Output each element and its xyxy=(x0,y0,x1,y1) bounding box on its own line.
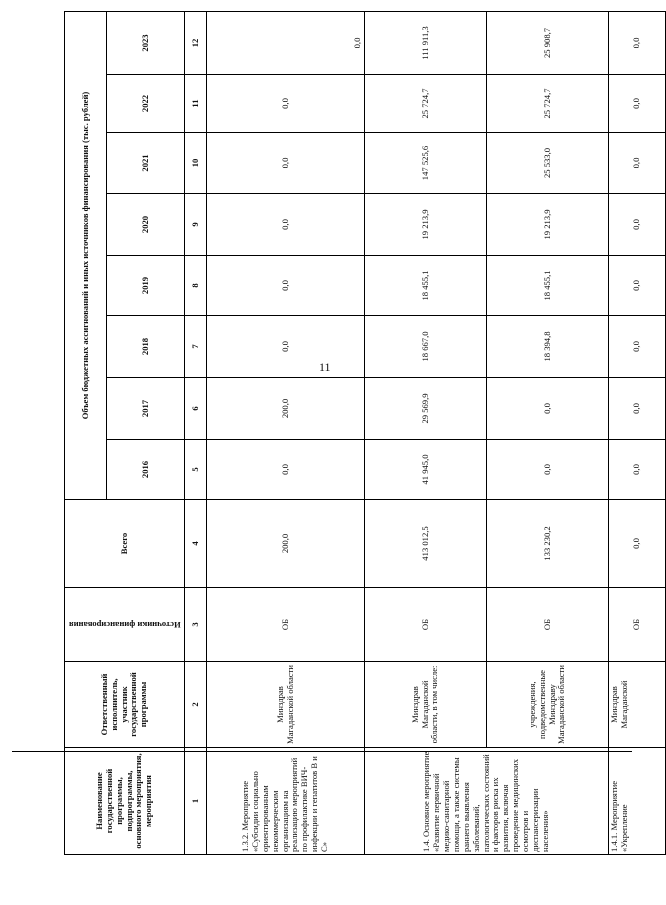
table-row xyxy=(207,11,365,854)
value-part: 19 213,9 xyxy=(419,209,430,240)
column-number: 6 xyxy=(185,378,207,440)
value-cell: 0,0 xyxy=(207,133,365,194)
source-part: ОБ xyxy=(486,588,608,661)
executor-part: Минздрав Магаданской области, в том числе: xyxy=(409,665,440,744)
table-row xyxy=(609,11,666,854)
value-part: 41 945,0 xyxy=(419,454,430,485)
header-year: 2022 xyxy=(107,75,185,133)
value-subcell xyxy=(365,440,609,500)
source-cell: ОБ xyxy=(609,588,666,662)
column-number: 12 xyxy=(185,11,207,74)
executor-part: учреждения, подведомственные Минздраву Магаданской области xyxy=(486,662,608,747)
value-cell: 0,0 xyxy=(609,316,666,378)
header-row-1 xyxy=(65,11,107,854)
value-part: 0,0 xyxy=(486,378,608,439)
value-cell: 0,0 xyxy=(609,440,666,500)
value-subcell xyxy=(365,194,609,256)
value-part: 25 724,7 xyxy=(486,75,608,132)
value-part: 18 394,8 xyxy=(486,316,608,377)
value-part: 29 569,9 xyxy=(419,393,430,424)
value-cell: 200,0 xyxy=(207,378,365,440)
column-number: 1 xyxy=(185,748,207,855)
value-cell: 0,0 xyxy=(609,11,666,74)
column-number: 7 xyxy=(185,316,207,378)
value-subcell xyxy=(365,75,609,133)
column-number: 4 xyxy=(185,500,207,588)
source-cell: ОБ xyxy=(207,588,365,662)
value-part: 25 908,7 xyxy=(486,12,608,74)
executor-cell: Минздрав Магаданской области xyxy=(207,662,365,748)
executor-cell: Минздрав Магаданской xyxy=(609,662,666,748)
value-part: 18 667,0 xyxy=(419,331,430,362)
value-cell: 0,0 xyxy=(207,316,365,378)
value-cell: 0,0 xyxy=(207,256,365,316)
value-part: 147 525,6 xyxy=(419,145,430,181)
value-part: 0,0 xyxy=(486,440,608,499)
header-year: 2023 xyxy=(107,11,185,74)
total-part: 413 012,5 xyxy=(419,526,430,561)
source-part: ОБ xyxy=(419,618,430,631)
budget-table xyxy=(64,11,666,855)
column-number: 9 xyxy=(185,194,207,256)
column-number: 5 xyxy=(185,440,207,500)
page-number: 11 xyxy=(319,360,331,374)
header-year: 2017 xyxy=(107,378,185,440)
value-cell: 0,0 xyxy=(207,75,365,133)
value-subcell xyxy=(365,133,609,194)
header-name: Наименование государственной программы, подпрограммы, основного мероприятия, мероприятия xyxy=(65,748,185,855)
total-part: 133 230,2 xyxy=(486,500,608,587)
rotated-table-frame xyxy=(64,12,665,855)
column-number: 11 xyxy=(185,75,207,133)
column-number-row xyxy=(185,11,207,854)
row-name-cell: 1.4. Основное мероприятие «Развитие первичной медико-санитарной помощи, а также системы раннего выявления заболеваний, патологических состояний и факторов риска их развития, включая проведение медицинских осмотров и диспансеризации населения» xyxy=(365,748,609,855)
source-subcell xyxy=(365,588,609,662)
value-cell: 0,0 xyxy=(609,75,666,133)
value-part: 19 213,9 xyxy=(486,194,608,255)
header-year: 2021 xyxy=(107,133,185,194)
column-number: 8 xyxy=(185,256,207,316)
value-cell: 0,0 xyxy=(609,256,666,316)
header-executor: Ответственный исполнитель, участник государственной программы xyxy=(65,662,185,748)
header-year: 2019 xyxy=(107,256,185,316)
value-cell: 0,0 xyxy=(207,194,365,256)
row-name-cell: 1.3.2. Мероприятие «Субсидии социально ориентированным некоммерческим организациям на реализацию мероприятий по профилактике ВИЧ-инфекции и гепатитов В и С» xyxy=(207,748,365,855)
table-container xyxy=(64,12,665,855)
header-funding-group: Объем бюджетных ассигнований и иных источников финансирования (тыс. рублей) xyxy=(65,11,107,499)
value-cell: 0,0 xyxy=(609,194,666,256)
value-part: 111 911,3 xyxy=(419,26,430,60)
table-row xyxy=(365,11,609,854)
value-cell: 0,0 xyxy=(609,133,666,194)
column-number: 10 xyxy=(185,133,207,194)
header-year: 2016 xyxy=(107,440,185,500)
total-cell: 200,0 xyxy=(207,500,365,588)
header-year: 2018 xyxy=(107,316,185,378)
column-number: 2 xyxy=(185,662,207,748)
value-subcell xyxy=(365,11,609,74)
page-divider-line xyxy=(12,751,632,752)
total-subcell xyxy=(365,500,609,588)
value-subcell xyxy=(365,378,609,440)
header-source xyxy=(65,588,185,662)
value-subcell xyxy=(365,256,609,316)
value-cell: 0,0 xyxy=(207,11,365,74)
header-total: Всего xyxy=(65,500,185,588)
value-part: 25 724,7 xyxy=(419,88,430,119)
value-part: 18 455,1 xyxy=(419,270,430,301)
value-cell: 0,0 xyxy=(609,378,666,440)
executor-subcell xyxy=(365,662,609,748)
value-part: 18 455,1 xyxy=(486,256,608,315)
value-part: 25 533,0 xyxy=(486,133,608,193)
total-cell: 0,0 xyxy=(609,500,666,588)
value-cell: 0,0 xyxy=(207,440,365,500)
row-name-cell: 1.4.1. Мероприятие «Укрепление xyxy=(609,748,666,855)
header-year: 2020 xyxy=(107,194,185,256)
value-subcell xyxy=(365,316,609,378)
column-number: 3 xyxy=(185,588,207,662)
header-source-text: Источники финансирования xyxy=(68,620,181,631)
